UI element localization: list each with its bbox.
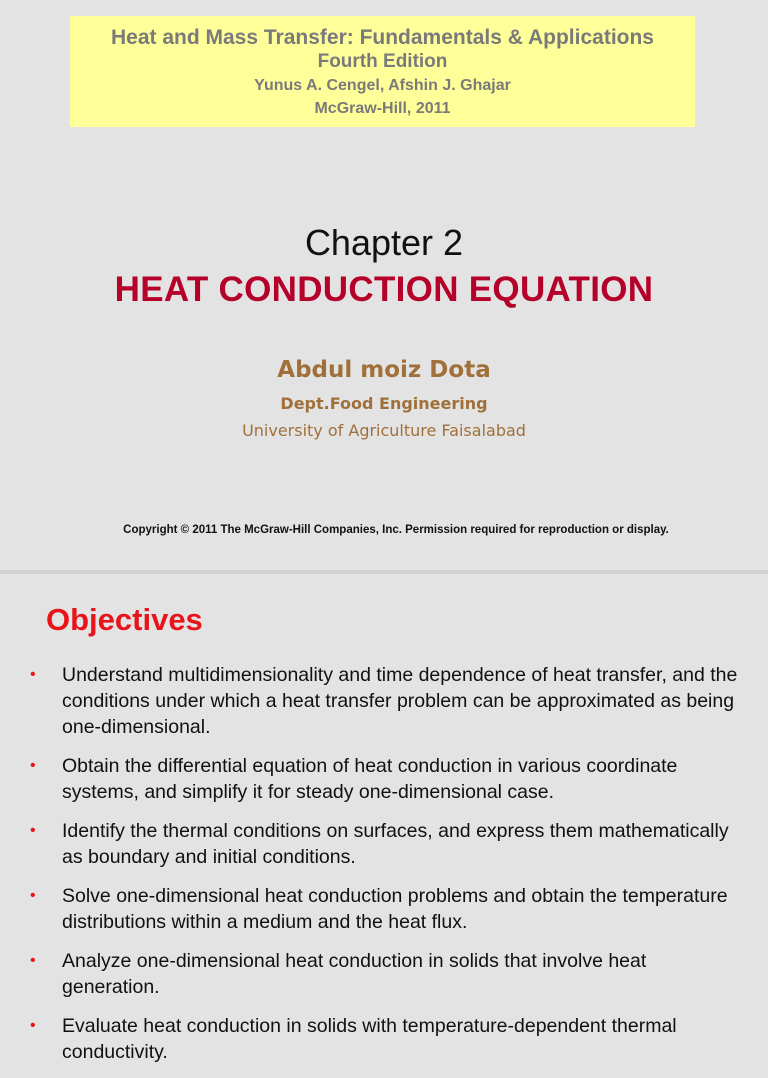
university: University of Agriculture Faisalabad [242,421,526,440]
chapter-title: HEAT CONDUCTION EQUATION [114,270,654,309]
objectives-slide [0,574,768,1063]
objective-text: Identify the thermal conditions on surfaces, and express them mathematically as boundary and initial conditions. [62,820,729,868]
department: Dept.Food Engineering [280,394,488,413]
objectives-list [30,662,740,1078]
book-info-box [70,16,695,127]
bullet-icon: • [30,887,36,904]
book-publisher: McGraw-Hill, 2011 [314,100,451,117]
bullet-icon: • [30,666,36,683]
copyright-notice: Copyright © 2011 The McGraw-Hill Companies, Inc. Permission required for reproduction or display. [123,524,669,536]
objective-text: Evaluate heat conduction in solids with temperature-dependent thermal conductivity. [62,1015,677,1063]
objective-item [30,948,740,1000]
bullet-icon: • [30,952,36,969]
objective-text: Obtain the differential equation of heat conduction in various coordinate systems, and simplify it for steady one-dimensional case. [62,755,678,803]
objective-text: Analyze one-dimensional heat conduction in solids that involve heat generation. [62,950,647,998]
bullet-icon: • [30,757,36,774]
book-title: Heat and Mass Transfer: Fundamentals & Applications [110,26,654,49]
chapter-number: Chapter 2 [304,222,464,263]
bullet-icon: • [30,822,36,839]
objective-text: Solve one-dimensional heat conduction problems and obtain the temperature distributions within a medium and the heat flux. [62,885,728,933]
objectives-heading: Objectives [46,602,203,637]
objective-item [30,883,740,935]
objective-item [30,818,740,870]
objective-item [30,662,740,740]
book-authors: Yunus A. Cengel, Afshin J. Ghajar [254,77,511,94]
bullet-icon: • [30,1017,36,1034]
objective-text: Understand multidimensionality and time dependence of heat transfer, and the conditions under which a heat transfer problem can be approximated as being one-dimensional. [62,664,738,738]
objective-item [30,753,740,805]
book-edition: Fourth Edition [317,51,448,72]
objective-item [30,1013,740,1065]
presenter-name: Abdul moiz Dota [277,357,491,383]
